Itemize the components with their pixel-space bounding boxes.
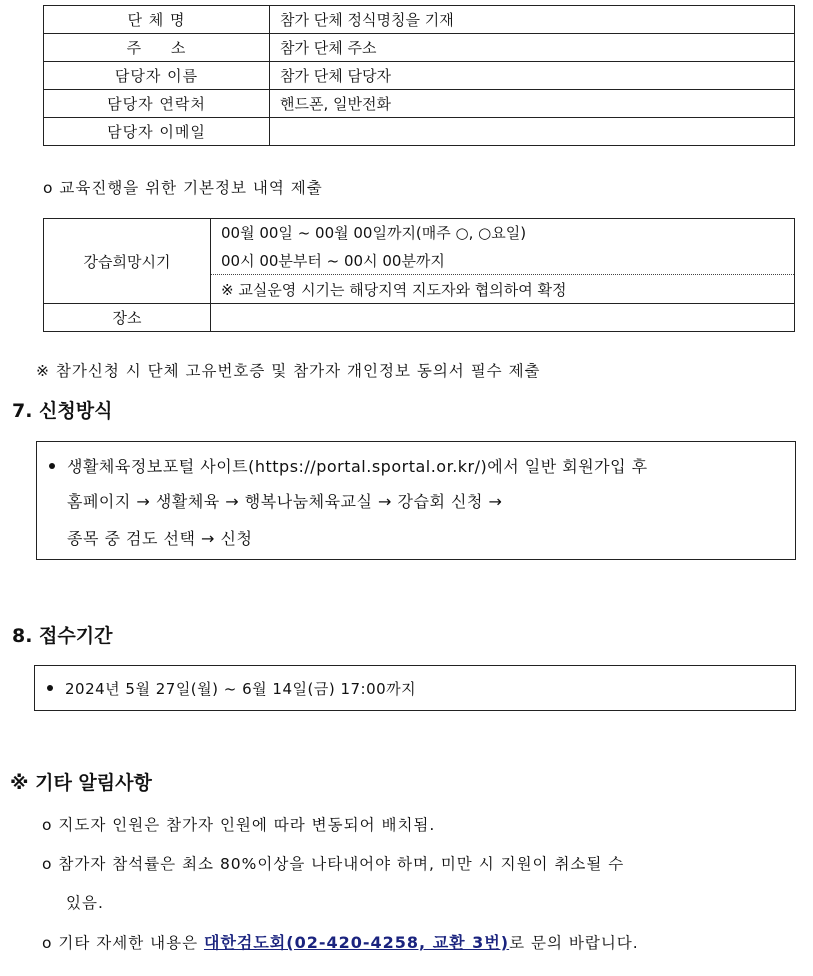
table-label: 주 소 <box>44 34 270 62</box>
bullet-icon <box>47 685 53 691</box>
section7-title: 7. 신청방식 <box>12 400 113 422</box>
notice-item: ο 참가자 참석률은 최소 80%이상을 나타내어야 하며, 미만 시 지원이 취소될 수 <box>42 855 625 873</box>
table-row <box>44 6 795 34</box>
table-label: 단 체 명 <box>44 6 270 34</box>
table-row <box>44 90 795 118</box>
table-row <box>44 34 795 62</box>
notice-contact-line <box>42 930 639 953</box>
table-label: 담당자 연락처 <box>44 90 270 118</box>
section8-title: 8. 접수기간 <box>12 625 113 647</box>
section7-box <box>36 441 796 560</box>
schedule-table <box>43 218 795 332</box>
table-value: 참가 단체 주소 <box>270 34 795 62</box>
section8-box <box>34 665 796 711</box>
method-line: 종목 중 검도 선택 → 신청 <box>67 529 253 548</box>
place-label: 장소 <box>44 304 211 332</box>
place-value <box>211 304 795 332</box>
table-row <box>44 118 795 146</box>
table-label: 담당자 이름 <box>44 62 270 90</box>
edu-note: ο 교육진행을 위한 기본정보 내역 제출 <box>43 179 323 197</box>
table-row <box>44 62 795 90</box>
table-value: 참가 단체 정식명칭을 기재 <box>270 6 795 34</box>
period-label: 강습희망시기 <box>44 219 211 304</box>
period-note: ※ 교실운영 시기는 해당지역 지도자와 협의하여 확정 <box>211 275 795 304</box>
bullet-icon <box>49 463 55 469</box>
table-label: 담당자 이메일 <box>44 118 270 146</box>
notice-prefix: ο 기타 자세한 내용은 <box>42 934 204 952</box>
table-value: 참가 단체 담당자 <box>270 62 795 90</box>
contact-link[interactable]: 대한검도회(02-420-4258, 교환 3번) <box>203 933 510 952</box>
notice-suffix: 로 문의 바랍니다. <box>509 934 639 952</box>
period-line: 00시 00분부터 ~ 00시 00분까지 <box>211 247 795 275</box>
method-line: 생활체육정보포털 사이트(https://portal.sportal.or.kr/)에서 일반 회원가입 후 <box>67 457 648 476</box>
period-text: 2024년 5월 27일(월) ~ 6월 14일(금) 17:00까지 <box>65 680 417 698</box>
table-value: 핸드폰, 일반전화 <box>270 90 795 118</box>
info-table <box>43 5 795 146</box>
period-line: 00월 00일 ~ 00월 00일까지(매주 ○, ○요일) <box>211 219 795 247</box>
required-note: ※ 참가신청 시 단체 고유번호증 및 참가자 개인정보 동의서 필수 제출 <box>36 362 541 380</box>
method-line: 홈페이지 → 생활체육 → 행복나눔체육교실 → 강습회 신청 → <box>67 492 503 511</box>
notice-item: ο 지도자 인원은 참가자 인원에 따라 변동되어 배치됨. <box>42 816 436 834</box>
notice-item: 있음. <box>66 894 104 912</box>
table-value <box>270 118 795 146</box>
notice-title: ※ 기타 알림사항 <box>10 772 152 794</box>
